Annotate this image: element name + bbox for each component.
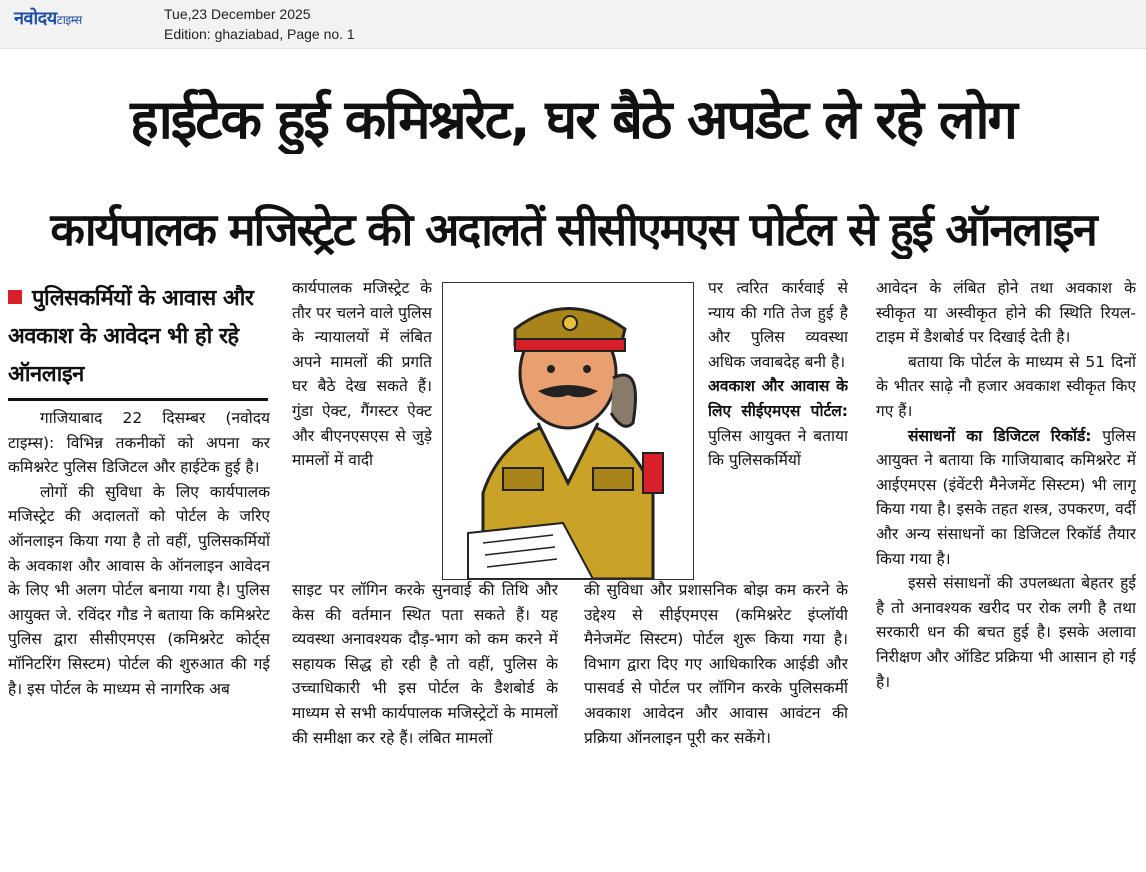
col4-subheading: संसाधनों का डिजिटल रिकॉर्ड:	[908, 426, 1092, 445]
newspaper-logo[interactable]	[14, 6, 82, 30]
col4-para-1: आवेदन के लंबित होने तथा अवकाश के स्वीकृत या अस्वीकृत होने की स्थिति रियल-टाइम में डैशबोर्ड पर दिखाई देती है।	[876, 279, 1136, 347]
police-officer-icon	[443, 283, 693, 579]
column-1	[8, 406, 270, 866]
column-2-top	[292, 276, 432, 578]
col4-para-2: बताया कि पोर्टल के माध्यम से 51 दिनों के भीतर साढ़े नौ हजार अवकाश स्वीकृत किए गए हैं।	[876, 352, 1136, 420]
col2-top-text: कार्यपालक मजिस्ट्रेट के तौर पर चलने वाले पुलिस के न्यायालयों में लंबित अपने मामलों की प्रगति घर बैठे देख सकते हैं। गुंडा ऐक्ट, गैंगस्टर ऐक्ट और बीएनएसएस से जुड़े मामलों में वादी	[292, 279, 432, 470]
col3-top-text: पर त्वरित कार्रवाई से न्याय की गति तेज हुई है और पुलिस व्यवस्था अधिक जवाबदेह बनी है।	[708, 279, 848, 371]
col2-bottom-text: साइट पर लॉगिन करके सुनवाई की तिथि और केस की वर्तमान स्थित पता सकते हैं। यह व्यवस्था अनावश्यक दौड़-भाग को कम करने में सहायक सिद्ध हो रही है तो वहीं, पुलिस के उच्चाधिकारी भी इस पोर्टल के डैशबोर्ड के माध्यम से सभी कार्यपालक मजिस्ट्रेटों के मामलों की समीक्षा कर रहे हैं। लंबित मामलों	[292, 581, 558, 747]
police-officer-illustration	[442, 282, 694, 580]
col4-para-4: इससे संसाधनों की उपलब्धता बेहतर हुई है तो अनावश्यक खरीद पर रोक लगी है तथा सरकारी धन की बचत हुई है। इसके अलावा निरीक्षण और ऑडिट प्रक्रिया भी आसान हो गई है।	[876, 574, 1136, 691]
column-3-top	[708, 276, 848, 578]
col3-subheading: अवकाश और आवास के लिए सीईएमएस पोर्टल:	[708, 377, 848, 420]
col4-para-3: पुलिस आयुक्त ने बताया कि गाजियाबाद कमिश्नरेट में आईएमएस (इंवेंटरी मैनेजमेंट सिस्टम) भी लागू किया गया है। इसके तहत शस्त्र, उपकरण, वर्दी और अन्य संसाधनों का डिजिटल रिकॉर्ड तैयार किया गया है।	[876, 426, 1136, 568]
column-3-bottom	[584, 578, 848, 868]
divider	[8, 398, 268, 401]
col3-bottom-text: की सुविधा और प्रशासनिक बोझ कम करने के उद्देश्य से सीईएमएस (कमिश्नरेट इंप्लॉयी मैनेजमेंट सिस्टम) पोर्टल शुरू किया गया है। विभाग द्वारा दिए गए आधिकारिक आईडी और पासवर्ड से पोर्टल पर लॉगिन करके पुलिसकर्मी अवकाश आवेदन और आवास आवंटन की प्रक्रिया ऑनलाइन पूरी कर सकेंगे।	[584, 581, 848, 747]
column-2-bottom	[292, 578, 558, 868]
col1-para-1: गाजियाबाद 22 दिसम्बर (नवोदय टाइम्स): विभिन्न तकनीकों को अपना कर कमिश्नरेट पुलिस डिजिटल और हाईटेक हुई है।	[8, 409, 270, 477]
top-bar	[0, 0, 1146, 49]
sidebar-heading	[8, 280, 278, 394]
col1-para-2: लोगों की सुविधा के लिए कार्यपालक मजिस्ट्रेट की अदालतों को पोर्टल के जरिए ऑनलाइन किया गया है तो वहीं, पुलिसकर्मियों के अवकाश और आवास के ऑनलाइन आवेदन के लिए भी अलग पोर्टल बनाया गया है। पुलिस आयुक्त जे. रविंदर गौड ने बताया कि कमिश्नरेट पुलिस द्वारा सीसीएमएस (कमिश्नरेट कोर्ट्स मॉनिटरिंग सिस्टम) पोर्टल की शुरुआत की गई है। इस पोर्टल के माध्यम से नागरिक अब	[8, 482, 270, 698]
subheadline: कार्यपालक मजिस्ट्रेट की अदालतें सीसीएमएस पोर्टल से हुई ऑनलाइन	[50, 203, 1096, 256]
col3-top2-text: पुलिस आयुक्त ने बताया कि पुलिसकर्मियों	[708, 426, 848, 470]
edition-text: Edition: ghaziabad, Page no. 1	[164, 26, 355, 42]
logo-sub: टाइम्स	[56, 13, 82, 27]
headline: हाईटेक हुई कमिश्नरेट, घर बैठे अपडेट ले रहे लोग	[130, 88, 1016, 151]
date-text: Tue,23 December 2025	[164, 6, 311, 22]
red-bullet-icon	[8, 290, 22, 304]
logo-main: नवोदय	[14, 8, 57, 29]
sidebar-heading-text: पुलिसकर्मियों के आवास और अवकाश के आवेदन भी हो रहे ऑनलाइन	[8, 286, 254, 387]
edition-info	[164, 4, 355, 44]
column-4	[876, 276, 1136, 868]
